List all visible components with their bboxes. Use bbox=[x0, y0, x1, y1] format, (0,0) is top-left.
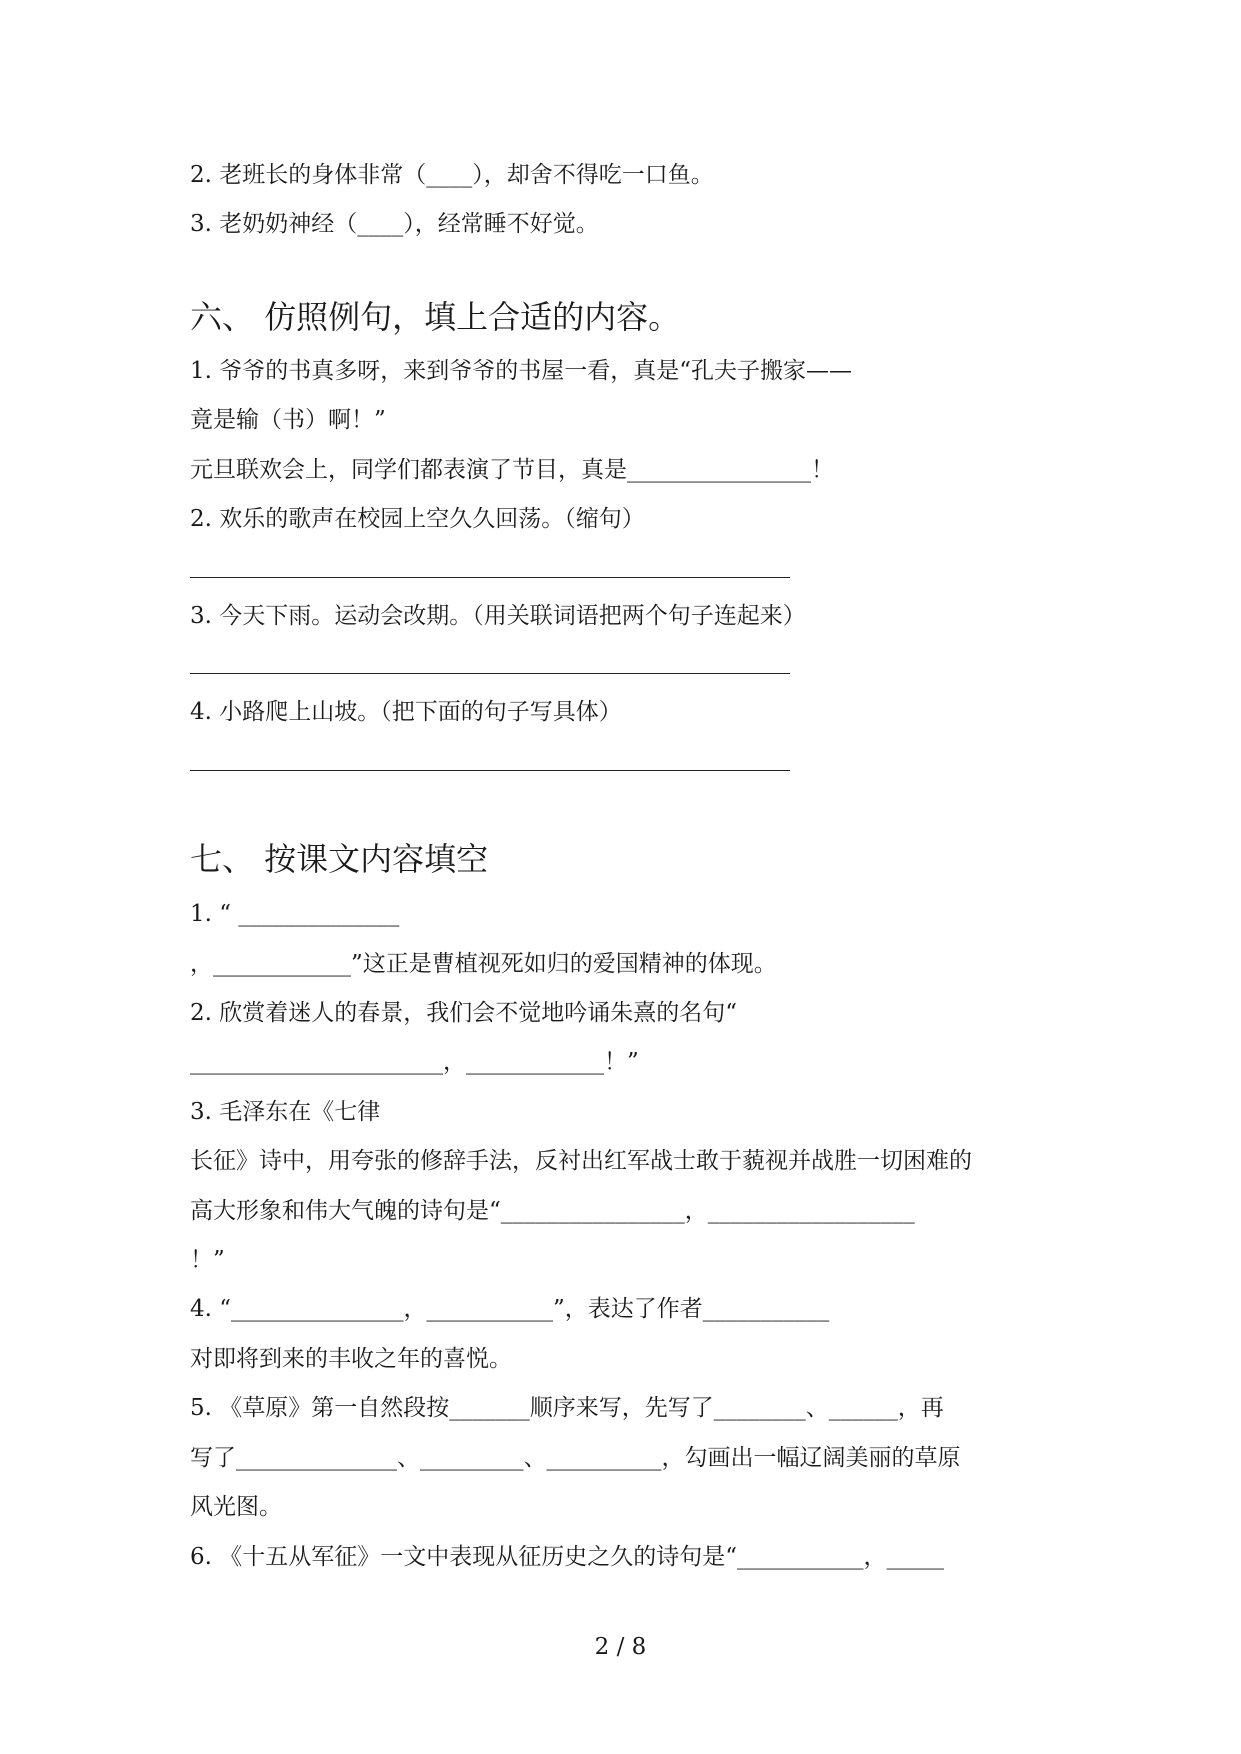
s7-item-3-line3: 高大形象和伟大气魄的诗句是“________________，__________________ bbox=[190, 1198, 915, 1224]
s7-item-1-line1: 1. “ ______________ bbox=[190, 901, 400, 927]
s7-item-3-line2: 长征》诗中，用夸张的修辞手法，反衬出红军战士敢于藐视并战胜一切困难的 bbox=[190, 1148, 972, 1174]
s7-item-6-line1: 6. 《十五从军征》一文中表现从征历史之久的诗句是“___________，_____ bbox=[190, 1544, 945, 1570]
s7-item-2-line2: ______________________，____________！” bbox=[190, 1049, 639, 1075]
s5-item-3: 3. 老奶奶神经（____），经常睡不好觉。 bbox=[190, 211, 599, 237]
s5-item-2: 2. 老班长的身体非常（____），却舍不得吃一口鱼。 bbox=[190, 162, 714, 188]
section-6-heading: 六、 仿照例句，填上合适的内容。 bbox=[190, 298, 681, 336]
s6-item-4: 4. 小路爬上山坡。（把下面的句子写具体） bbox=[190, 699, 622, 725]
section-7-heading: 七、 按课文内容填空 bbox=[190, 840, 489, 878]
s7-item-4-line2: 对即将到来的丰收之年的喜悦。 bbox=[190, 1346, 512, 1372]
s7-item-3-line1: 3. 毛泽东在《七律 bbox=[190, 1099, 381, 1125]
s7-item-5-line1: 5. 《草原》第一自然段按_______顺序来写，先写了________、______，再 bbox=[190, 1395, 944, 1421]
page-number: 2 / 8 bbox=[594, 1634, 647, 1660]
s6-item-2: 2. 欢乐的歌声在校园上空久久回荡。（缩句） bbox=[190, 506, 645, 532]
s6-item-1-line2: 竟是输（书）啊！” bbox=[190, 407, 386, 433]
s6-item-1-line1: 1. 爷爷的书真多呀，来到爷爷的书屋一看，真是“孔夫子搬家—— bbox=[190, 358, 853, 384]
s7-item-2-line1: 2. 欣赏着迷人的春景，我们会不觉地吟诵朱熹的名句“ bbox=[190, 1000, 738, 1026]
s6-item-1-line3: 元旦联欢会上，同学们都表演了节目，真是________________！ bbox=[190, 457, 834, 483]
s6-item-4-answer-line bbox=[190, 770, 790, 771]
s6-item-3: 3. 今天下雨。运动会改期。（用关联词语把两个句子连起来） bbox=[190, 603, 806, 629]
s7-item-3-line4: ！” bbox=[190, 1247, 225, 1273]
s7-item-5-line3: 风光图。 bbox=[190, 1494, 282, 1520]
s7-item-4-line1: 4. “_______________，___________”，表达了作者___________ bbox=[190, 1296, 830, 1322]
s6-item-2-answer-line bbox=[190, 577, 790, 578]
s7-item-5-line2: 写了______________、_________、__________，勾画出一幅辽阔美丽的草原 bbox=[190, 1445, 961, 1471]
s7-item-1-line2: ，____________”这正是曹植视死如归的爱国精神的体现。 bbox=[190, 951, 777, 977]
s6-item-3-answer-line bbox=[190, 673, 790, 674]
